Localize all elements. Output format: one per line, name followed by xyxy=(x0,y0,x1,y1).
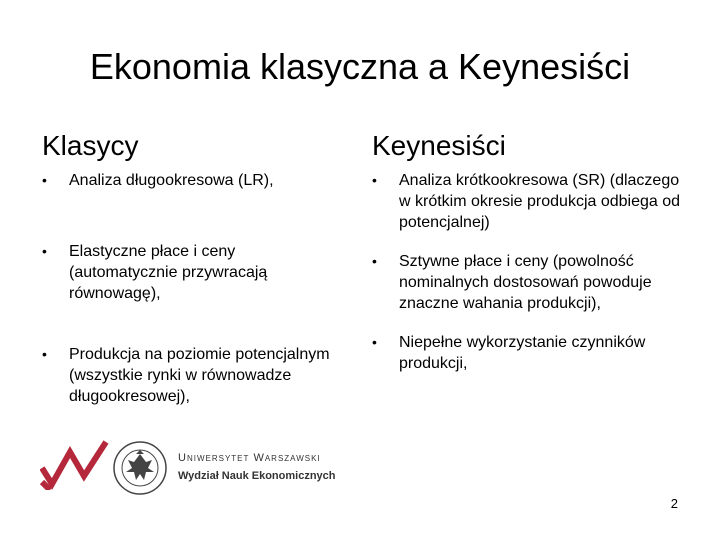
list-item-text: Analiza krótkookresowa (SR) (dlaczego w krótkim okresie produkcja odbiega od potencjalnej) xyxy=(399,172,681,231)
list-item-text: Niepełne wykorzystanie czynników produkcji, xyxy=(399,334,646,372)
slide-title: Ekonomia klasyczna a Keynesiści xyxy=(89,46,631,87)
bullet-icon: • xyxy=(372,334,377,350)
list-item-text: Analiza długookresowa (LR), xyxy=(69,172,274,189)
right-column-heading: Keynesiści xyxy=(372,130,506,161)
bullet-icon: • xyxy=(372,172,377,188)
university-seal-icon xyxy=(112,440,168,496)
faculty-logo-icon xyxy=(40,438,110,490)
list-item-text: Produkcja na poziomie potencjalnym (wszystkie rynki w równowadze długookresowej), xyxy=(69,346,330,405)
right-column-list xyxy=(372,170,692,390)
list-item xyxy=(372,332,692,374)
left-column-heading: Klasycy xyxy=(42,130,139,161)
university-name: Uniwersytet Warszawski xyxy=(178,452,321,464)
bullet-icon: • xyxy=(42,243,47,259)
left-column-list xyxy=(42,170,342,423)
faculty-name: Wydział Nauk Ekonomicznych xyxy=(178,470,336,482)
page-number: 2 xyxy=(670,496,678,511)
bullet-icon: • xyxy=(42,346,47,362)
list-item xyxy=(42,241,342,304)
bullet-icon: • xyxy=(42,172,47,188)
list-item xyxy=(372,170,692,233)
list-item-text: Sztywne płace i ceny (powolność nominalnych dostosowań powoduje znaczne wahania produkcji), xyxy=(399,253,652,312)
list-item-text: Elastyczne płace i ceny (automatycznie przywracają równowagę), xyxy=(69,243,268,302)
list-item xyxy=(42,170,342,191)
list-item xyxy=(42,344,342,407)
list-item xyxy=(372,251,692,314)
bullet-icon: • xyxy=(372,253,377,269)
